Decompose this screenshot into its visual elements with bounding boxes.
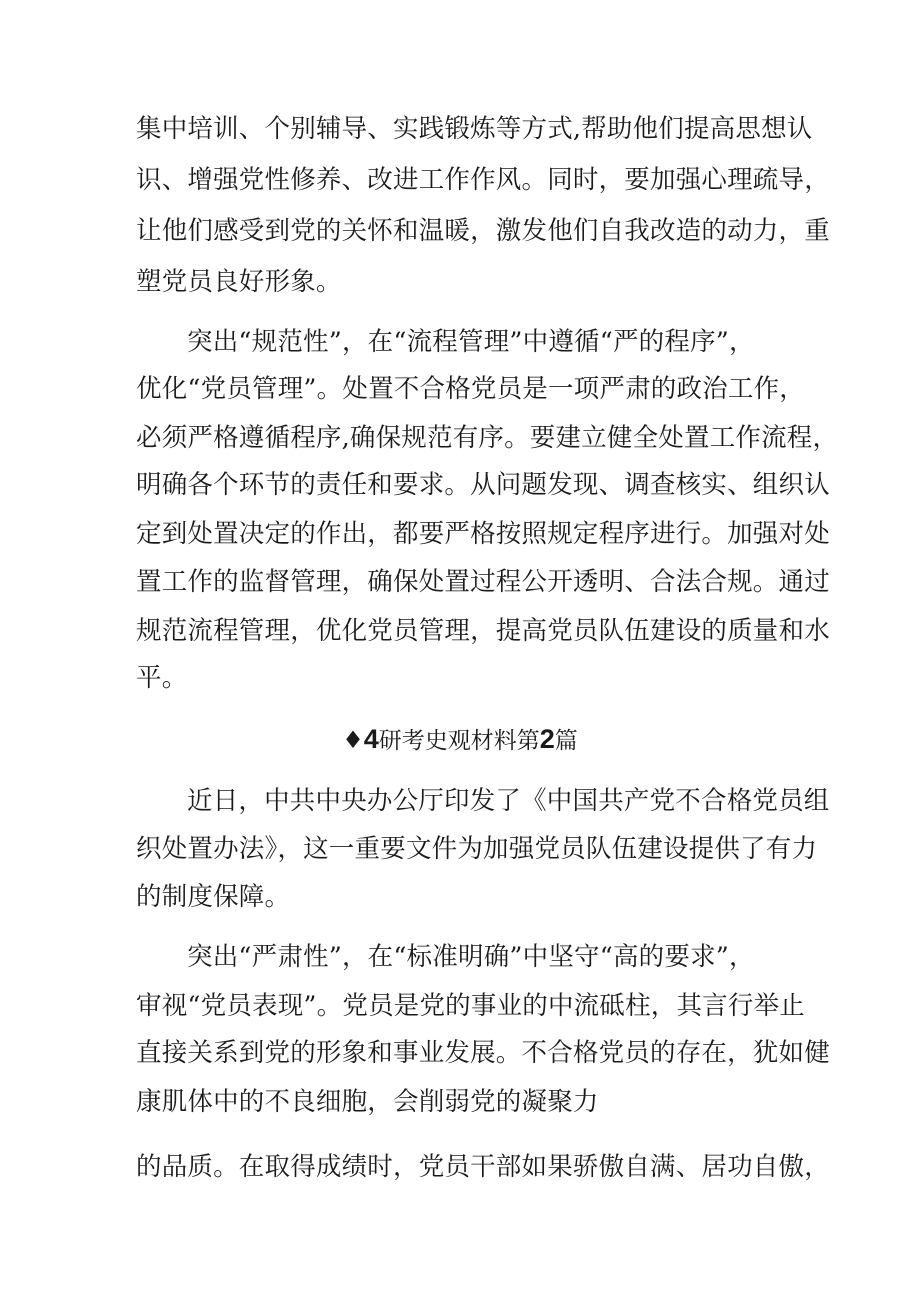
paragraph-line: 的制度保障。 bbox=[136, 882, 291, 912]
paragraph-line: 集中培训、个别辅导、实践锻炼等方式,帮助他们提高思想认 bbox=[136, 114, 813, 144]
paragraph-line: 突出“规范性”，在“流程管理”中遵循“严的程序”， bbox=[187, 327, 755, 357]
paragraph-line: 平。 bbox=[136, 663, 188, 693]
paragraph-line: 定到处置决定的作出，都要严格按照规定程序进行。加强对处 bbox=[136, 519, 830, 549]
paragraph-line: 让他们感受到党的关怀和温暖，激发他们自我改造的动力，重 bbox=[136, 216, 830, 246]
paragraph-line: 的品质。在取得成绩时，党员干部如果骄傲自满、居功自傲， bbox=[136, 1152, 830, 1182]
paragraph-line: 审视“党员表现”。党员是党的事业的中流砥柱，其言行举止 bbox=[136, 991, 805, 1021]
paragraph-line: 近日，中共中央办公厅印发了《中国共产党不合格党员组 bbox=[187, 786, 830, 816]
paragraph-line: 直接关系到党的形象和事业发展。不合格党员的存在，犹如健 bbox=[136, 1038, 830, 1068]
paragraph-line: 突出“严肃性”，在“标准明确”中坚守“高的要求”， bbox=[187, 942, 755, 972]
heading-text: 研考史观材料第 bbox=[378, 728, 540, 754]
paragraph-line: 规范流程管理，优化党员管理，提高党员队伍建设的质量和水 bbox=[136, 616, 830, 646]
paragraph-line: 明确各个环节的责任和要求。从问题发现、调查核实、组织认 bbox=[136, 470, 830, 500]
paragraph-line: 康肌体中的不良细胞，会削弱党的凝聚力 bbox=[136, 1087, 599, 1117]
paragraph-line: 识、增强党性修养、改进工作作风。同时，要加强心理疏导， bbox=[136, 165, 830, 195]
paragraph-line: 织处置办法》，这一重要文件为加强党员队伍建设提供了有力 bbox=[136, 834, 818, 864]
heading-number: 4 bbox=[363, 724, 379, 754]
paragraph-line: 置工作的监督管理，确保处置过程公开透明、合法合规。通过 bbox=[136, 567, 830, 597]
paragraph-line: 优化“党员管理”。处置不合格党员是一项严肃的政治工作， bbox=[136, 374, 805, 404]
paragraph-line: 塑党员良好形象。 bbox=[136, 267, 342, 297]
heading-number-2: 2 bbox=[539, 724, 555, 754]
paragraph-line: 必须严格遵循程序,确保规范有序。要建立健全处置工作流程， bbox=[136, 423, 839, 453]
section-heading bbox=[0, 722, 920, 758]
diamond-bullet-icon: ♦ bbox=[342, 726, 364, 754]
heading-tail: 篇 bbox=[554, 728, 578, 754]
